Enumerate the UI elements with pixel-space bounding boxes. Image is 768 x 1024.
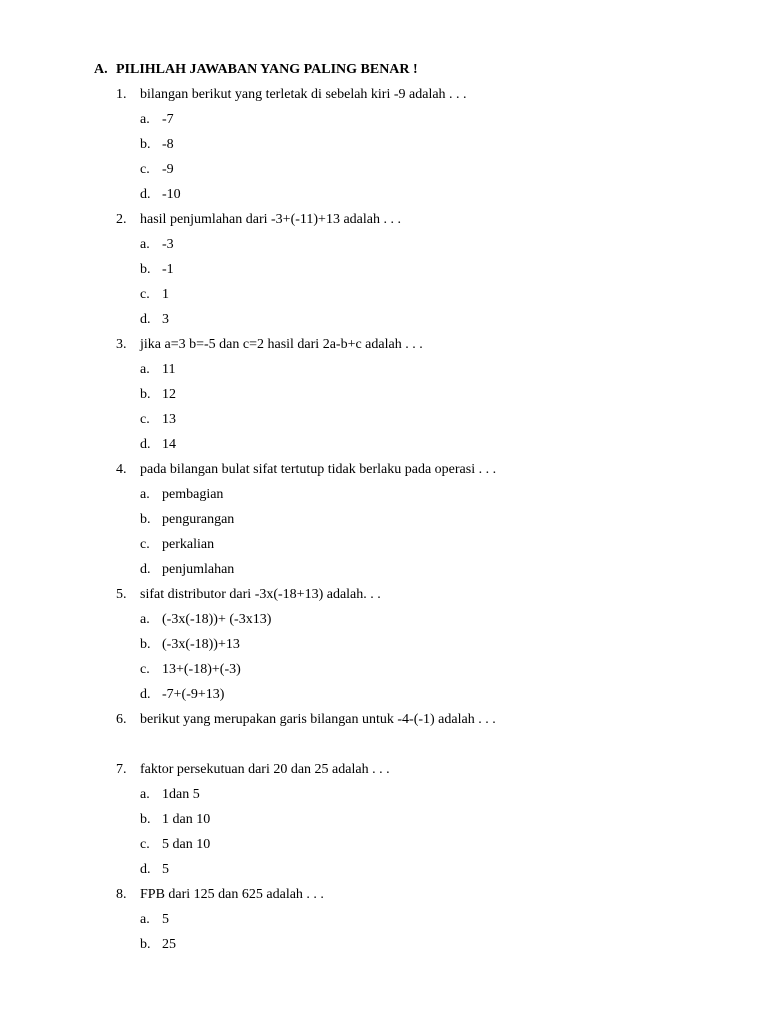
question-text: bilangan berikut yang terletak di sebelah kiri -9 adalah . . . (140, 87, 467, 102)
option-letter: d. (140, 437, 151, 452)
option-text: 5 (162, 862, 169, 877)
option-letter: b. (140, 812, 151, 827)
question-line (0, 334, 768, 359)
answer-blank-space (0, 734, 768, 759)
option-letter: d. (140, 312, 151, 327)
answer-option (0, 309, 768, 334)
question-number: 1. (116, 87, 127, 102)
question-line (0, 709, 768, 734)
section-heading (94, 60, 418, 80)
option-text: 14 (162, 437, 176, 452)
answer-option (0, 559, 768, 584)
option-letter: a. (140, 787, 150, 802)
option-text: 13+(-18)+(-3) (162, 662, 241, 677)
answer-option (0, 184, 768, 209)
option-text: -1 (162, 262, 174, 277)
question-line (0, 884, 768, 909)
question-line (0, 209, 768, 234)
option-letter: c. (140, 162, 150, 177)
answer-option (0, 909, 768, 934)
answer-option (0, 609, 768, 634)
section-title-text: PILIHLAH JAWABAN YANG PALING BENAR ! (116, 62, 418, 77)
option-letter: d. (140, 687, 151, 702)
answer-option (0, 809, 768, 834)
answer-option (0, 934, 768, 959)
question-text: FPB dari 125 dan 625 adalah . . . (140, 887, 324, 902)
question-number: 4. (116, 462, 127, 477)
answer-option (0, 434, 768, 459)
option-letter: a. (140, 487, 150, 502)
answer-option (0, 634, 768, 659)
option-text: perkalian (162, 537, 215, 552)
option-text: pengurangan (162, 512, 235, 527)
option-text: 1 (162, 287, 169, 302)
answer-option (0, 684, 768, 709)
question-line (0, 759, 768, 784)
option-text: (-3x(-18))+13 (162, 637, 240, 652)
option-text: -9 (162, 162, 174, 177)
question-number: 5. (116, 587, 127, 602)
question-list (0, 84, 768, 959)
question-text: hasil penjumlahan dari -3+(-11)+13 adalah . . . (140, 212, 401, 227)
option-text: 1 dan 10 (162, 812, 211, 827)
answer-option (0, 159, 768, 184)
option-text: 11 (162, 362, 176, 377)
question-item (0, 459, 768, 584)
section-number: A. (94, 62, 108, 77)
question-line (0, 459, 768, 484)
question-line (0, 584, 768, 609)
question-text: jika a=3 b=-5 dan c=2 hasil dari 2a-b+c adalah . . . (140, 337, 423, 352)
option-letter: b. (140, 512, 151, 527)
option-text: pembagian (162, 487, 224, 502)
option-letter: b. (140, 137, 151, 152)
question-item (0, 709, 768, 759)
question-line (0, 84, 768, 109)
question-number: 6. (116, 712, 127, 727)
answer-option (0, 659, 768, 684)
question-number: 7. (116, 762, 127, 777)
option-text: -7+(-9+13) (162, 687, 225, 702)
option-text: penjumlahan (162, 562, 235, 577)
question-text: pada bilangan bulat sifat tertutup tidak berlaku pada operasi . . . (140, 462, 497, 477)
answer-option (0, 234, 768, 259)
option-text: (-3x(-18))+ (-3x13) (162, 612, 272, 627)
option-letter: b. (140, 262, 151, 277)
option-text: 25 (162, 937, 176, 952)
option-letter: d. (140, 862, 151, 877)
option-letter: a. (140, 612, 150, 627)
option-text: -7 (162, 112, 174, 127)
question-item (0, 584, 768, 709)
answer-option (0, 384, 768, 409)
question-text: sifat distributor dari -3x(-18+13) adalah. . . (140, 587, 381, 602)
option-text: -8 (162, 137, 174, 152)
option-letter: a. (140, 362, 150, 377)
option-text: 1dan 5 (162, 787, 200, 802)
option-letter: b. (140, 387, 151, 402)
question-item (0, 884, 768, 959)
option-text: 5 dan 10 (162, 837, 211, 852)
question-text: faktor persekutuan dari 20 dan 25 adalah . . . (140, 762, 390, 777)
option-text: -3 (162, 237, 174, 252)
answer-option (0, 859, 768, 884)
question-text: berikut yang merupakan garis bilangan untuk -4-(-1) adalah . . . (140, 712, 496, 727)
option-letter: c. (140, 412, 150, 427)
question-number: 3. (116, 337, 127, 352)
question-item (0, 759, 768, 884)
option-text: 12 (162, 387, 176, 402)
option-letter: a. (140, 237, 150, 252)
option-letter: c. (140, 287, 150, 302)
answer-option (0, 534, 768, 559)
option-text: 13 (162, 412, 176, 427)
answer-option (0, 409, 768, 434)
option-letter: d. (140, 562, 151, 577)
question-item (0, 334, 768, 459)
option-letter: c. (140, 837, 150, 852)
option-letter: a. (140, 112, 150, 127)
option-letter: c. (140, 537, 150, 552)
option-letter: b. (140, 937, 151, 952)
answer-option (0, 784, 768, 809)
option-text: -10 (162, 187, 181, 202)
option-letter: c. (140, 662, 150, 677)
option-letter: a. (140, 912, 150, 927)
answer-option (0, 509, 768, 534)
answer-option (0, 284, 768, 309)
option-text: 5 (162, 912, 169, 927)
question-item (0, 84, 768, 209)
question-number: 2. (116, 212, 127, 227)
answer-option (0, 109, 768, 134)
option-letter: b. (140, 637, 151, 652)
answer-option (0, 134, 768, 159)
option-text: 3 (162, 312, 169, 327)
answer-option (0, 484, 768, 509)
question-item (0, 209, 768, 334)
answer-option (0, 834, 768, 859)
option-letter: d. (140, 187, 151, 202)
question-number: 8. (116, 887, 127, 902)
answer-option (0, 259, 768, 284)
answer-option (0, 359, 768, 384)
